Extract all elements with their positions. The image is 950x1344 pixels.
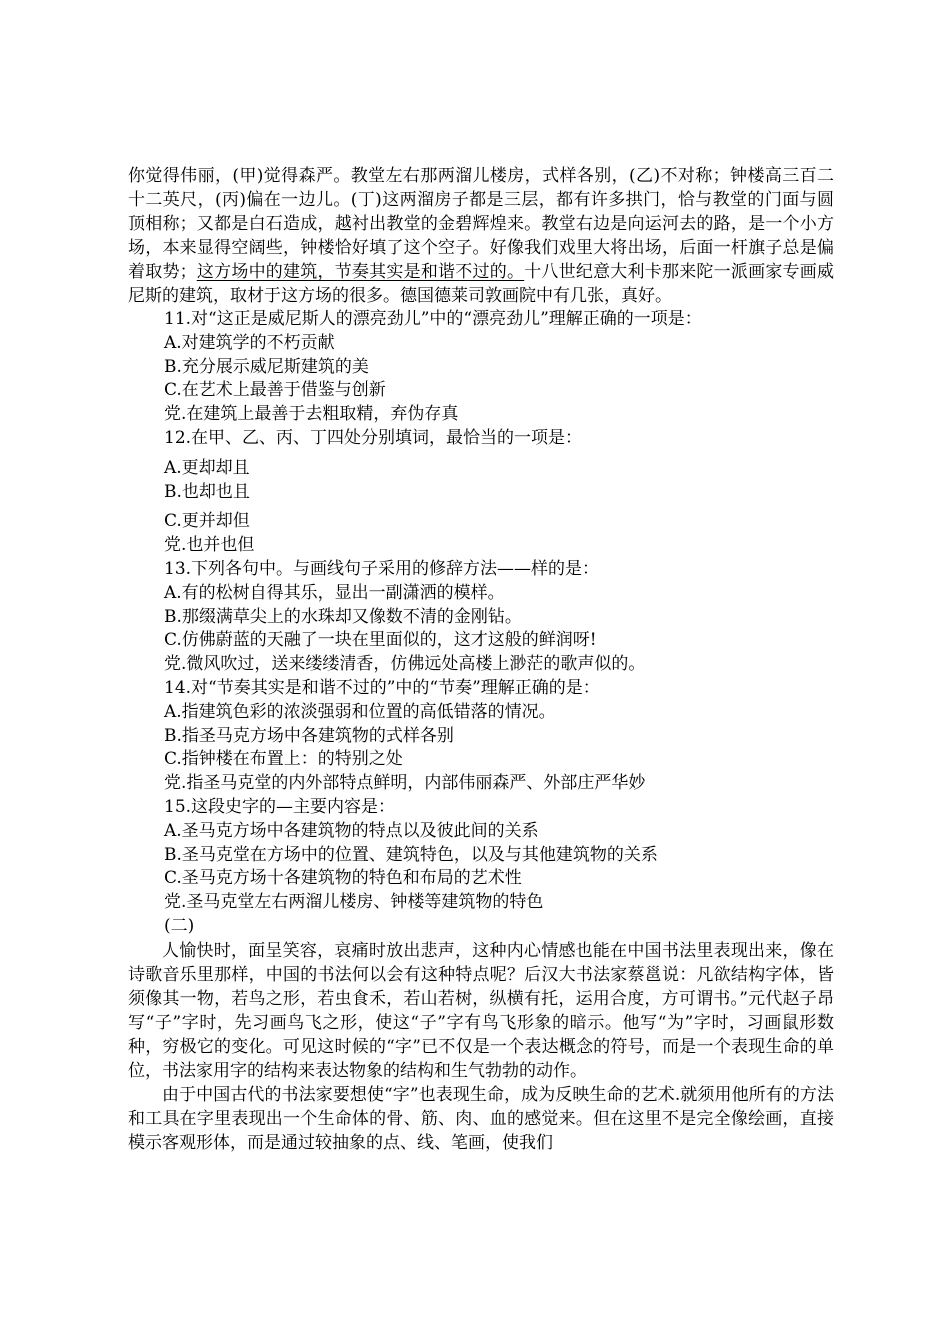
option-c: C.更并却但 (164, 511, 250, 532)
question-stem: 12.在甲、乙、丙、丁四处分别填词，最恰当的一项是： (164, 427, 583, 448)
option-a: A.更却却且 (164, 457, 250, 478)
passage-text-end: 十八世纪意大利卡那来陀一派画家专画威尼斯的建筑，取材于这方场的很多。德国德莱司敦画院中有几张，真好。 (128, 262, 835, 306)
option-c: C.指钟楼在布置上：的特别之处 (164, 749, 403, 770)
document-body (128, 164, 834, 1155)
option-d: 党.微风吹过，送来缕缕清香，仿佛远处高楼上渺茫的歌声似的。 (164, 654, 646, 675)
question-stem: 14.对“节奏其实是和谐不过的”中的“节奏”理解正确的是： (164, 677, 600, 698)
option-c: C.在艺术上最善于借鉴与创新 (164, 380, 386, 401)
question-stem: 13.下列各句中。与画线句子采用的修辞方法——样的是： (164, 558, 600, 579)
option-b: B.也却也且 (164, 481, 250, 502)
question-11 (128, 308, 834, 427)
option-d: 党.指圣马克堂的内外部特点鲜明，内部伟丽森严、外部庄严华妙 (164, 773, 646, 794)
option-c: C.仿佛蔚蓝的天融了一块在里面似的，这才这般的鲜润呀! (164, 630, 597, 651)
option-a: A.对建筑学的不朽贡献 (164, 332, 335, 353)
question-15 (128, 796, 834, 915)
body-paragraph: 由于中国古代的书法家要想使“字”也表现生命，成为反映生命的艺术.就须用他所有的方法和工具在字里表现出一个生命体的骨、筋、肉、血的感觉来。但在这里不是完全像绘画，直接模示客观形体，而是通过较抽象的点、线、笔画，使我们 (128, 1084, 834, 1153)
option-a: A.指建筑色彩的浓淡强弱和位置的高低错落的情况。 (164, 701, 556, 722)
underlined-sentence: 这方场中的建筑，节奏其实是和谐不过的。 (196, 262, 525, 282)
option-b: B.那缀满草尖上的水珠却又像数不清的金刚钻。 (164, 606, 522, 627)
option-b: B.圣马克堂在方场中的位置、建筑特色，以及与其他建筑物的关系 (164, 844, 658, 865)
option-a: A.有的松树自得其乐，显出一副潇洒的模样。 (164, 582, 505, 603)
option-b: B.指圣马克方场中各建筑物的式样各别 (164, 725, 454, 746)
section-heading: (二) (164, 915, 195, 936)
passage-text-start: 你觉得伟丽，(甲)觉得森严。教堂左右那两溜儿楼房，式样各别，(乙)不对称；钟楼高三百二十二英尺，(丙)偏在一边儿。(丁)这两溜房子都是三层，都有许多拱门，恰与教堂的门面与圆顶相称；又都是白石造成，越衬出教堂的金碧辉煌来。教堂右边是向运河去的路，是一个小方场，本来显得空阔些，钟楼恰好填了这个空子。好像我们戏里大将出场，后面一杆旗子总是偏着取势； (128, 166, 834, 282)
question-stem: 11.对“这正是威尼斯人的漂亮劲儿”中的“漂亮劲儿”理解正确的一项是： (164, 309, 702, 329)
option-b: B.充分展示威尼斯建筑的美 (164, 356, 369, 377)
question-stem: 15.这段史字的—主要内容是： (164, 796, 396, 817)
body-paragraph: 人愉快时，面呈笑容，哀痛时放出悲声，这种内心情感也能在中国书法里表现出来，像在诗歌音乐里那样，中国的书法何以会有这种特点呢？后汉大书法家蔡邕说：凡欲结构字体，皆须像其一物，若鸟之形，若虫食禾，若山若树，纵横有托，运用合度，方可谓书。”元代赵子昂写“子”字时，先习画鸟飞之形，使这“子”字有鸟飞形象的暗示。他写“为”字时，习画鼠形数种，穷极它的变化。可见这时候的“字”已不仅是一个表达概念的符号，而是一个表现生命的单位，书法家用字的结构来表达物象的结构和生气勃勃的动作。 (128, 940, 834, 1081)
passage-paragraph (128, 164, 834, 308)
question-13 (128, 558, 834, 677)
option-d: 党.在建筑上最善于去粗取精，弃伪存真 (164, 404, 459, 425)
option-d: 党.也并也但 (164, 535, 255, 556)
option-c: C.圣马克方场十各建筑物的特色和布局的艺术性 (164, 868, 522, 889)
question-12 (128, 427, 834, 558)
option-a: A.圣马克方场中各建筑物的特点以及彼此间的关系 (164, 820, 539, 841)
option-d: 党.圣马克堂左右两溜儿楼房、钟楼等建筑物的特色 (164, 892, 544, 913)
question-14 (128, 677, 834, 796)
